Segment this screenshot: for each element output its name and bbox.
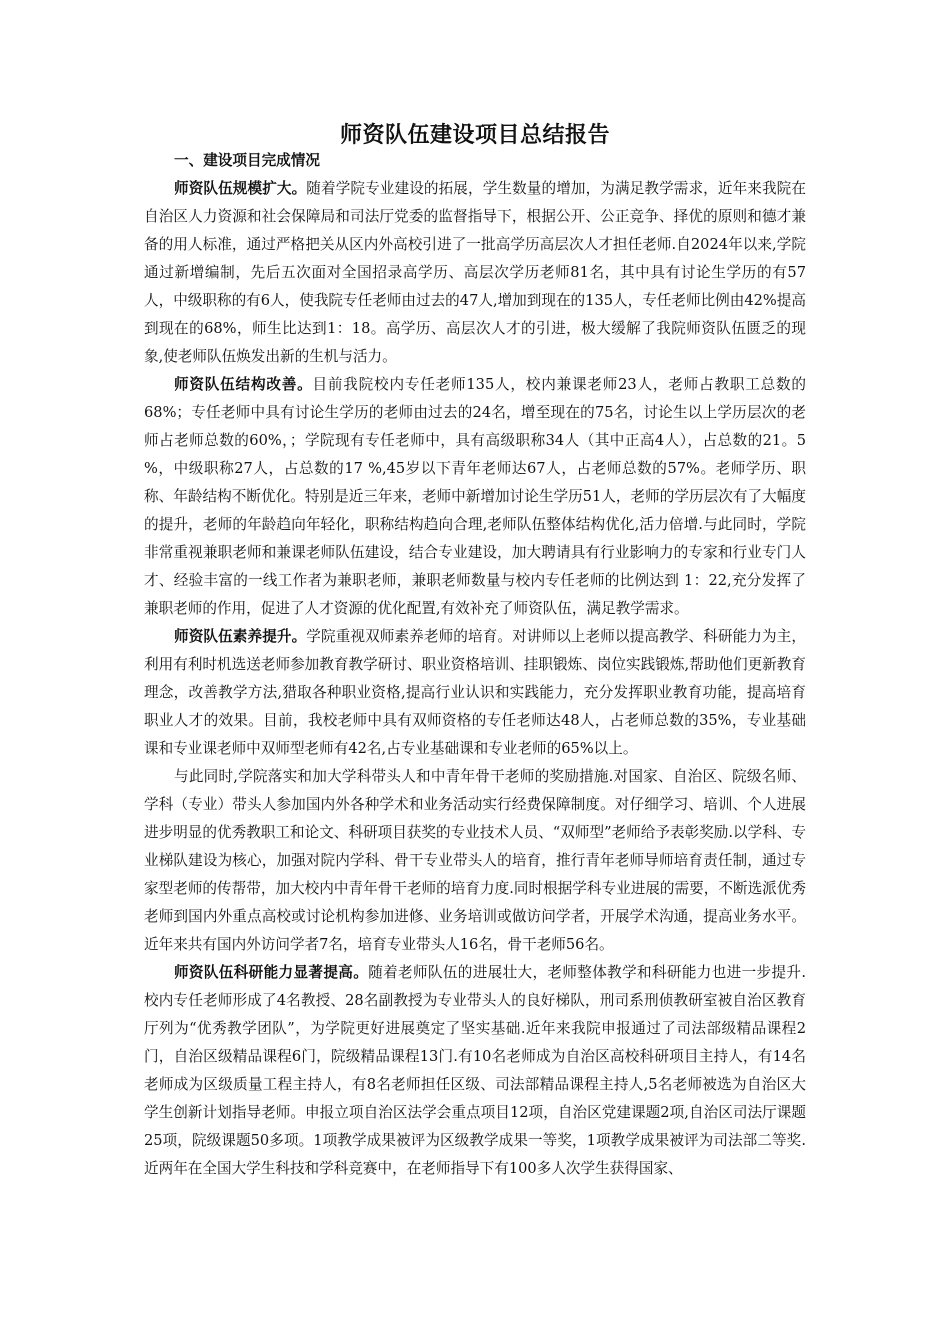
paragraph-structure-improvement bbox=[144, 371, 806, 623]
document-body bbox=[144, 147, 806, 1183]
paragraph-research-capability bbox=[144, 959, 806, 1183]
paragraph-lead: 师资队伍规模扩大。 bbox=[174, 180, 307, 197]
document-title: 师资队伍建设项目总结报告 bbox=[339, 123, 610, 148]
paragraph-lead: 师资队伍科研能力显著提高。 bbox=[174, 964, 369, 981]
paragraph-text: 目前我院校内专任老师135人，校内兼课老师23人，老师占教职工总数的68%；专任老师中具有讨论生学历的老师由过去的24名，增至现在的75名，讨论生以上学历层次的老师占老师总数的60%，；学院现有专任老师中，具有高级职称34人（其中正高4人），占总数的21。5 %，中级职称27人，占总数的17 %,45岁以下青年老师达67人，占老师总数的57%。老师学历、职称、年龄结构不断优化。特别是近三年来，老师中新增加讨论生学历51人，老师的学历层次有了大幅度的提升，老师的年龄趋向年轻化，职称结构趋向合理,老师队伍整体结构优化,活力倍增.与此同时，学院非常重视兼职老师和兼课老师队伍建设，结合专业建设，加大聘请具有行业影响力的专家和行业专门人才、经验丰富的一线工作者为兼职老师，兼职老师数量与校内专任老师的比例达到 1：22,充分发挥了兼职老师的作用，促进了人才资源的优化配置,有效补充了师资队伍，满足教学需求。 bbox=[144, 376, 806, 617]
paragraph-quality-improvement bbox=[144, 623, 806, 763]
paragraph-lead: 师资队伍素养提升。 bbox=[174, 628, 307, 645]
paragraph-lead: 师资队伍结构改善。 bbox=[174, 376, 313, 393]
paragraph-incentives bbox=[144, 763, 806, 959]
paragraph-text: 学院重视双师素养老师的培育。对讲师以上老师以提高教学、科研能力为主，利用有利时机选送老师参加教育教学研讨、职业资格培训、挂职锻炼、岗位实践锻炼,帮助他们更新教育理念，改善教学方法,猎取各种职业资格,提高行业认识和实践能力，充分发挥职业教育功能，提高培育职业人才的效果。目前，我校老师中具有双师资格的专任老师达48人，占老师总数的35%，专业基础课和专业课老师中双师型老师有42名,占专业基础课和专业老师的65%以上。 bbox=[144, 628, 806, 757]
section-heading: 一、建设项目完成情况 bbox=[174, 152, 320, 169]
paragraph-text: 与此同时,学院落实和加大学科带头人和中青年骨干老师的奖励措施.对国家、自治区、院级名师、学科（专业）带头人参加国内外各种学术和业务活动实行经费保障制度。对仔细学习、培训、个人进展进步明显的优秀教职工和论文、科研项目获奖的专业技术人员、“双师型”老师给予表彰奖励.以学科、专业梯队建设为核心，加强对院内学科、骨干专业带头人的培育，推行青年老师导师培育责任制，通过专家型老师的传帮带，加大校内中青年骨干老师的培育力度.同时根据学科专业进展的需要，不断选派优秀老师到国内外重点高校或讨论机构参加进修、业务培训或做访问学者，开展学术沟通，提高业务水平。近年来共有国内外访问学者7名，培育专业带头人16名，骨干老师56名。 bbox=[144, 768, 806, 953]
paragraph-text: 随着学院专业建设的拓展，学生数量的增加，为满足教学需求，近年来我院在自治区人力资源和社会保障局和司法厅党委的监督指导下，根据公开、公正竞争、择优的原则和德才兼备的用人标准，通过严格把关从区内外高校引进了一批高学历高层次人才担任老师.自2024年以来,学院通过新增编制，先后五次面对全国招录高学历、高层次学历老师81名，其中具有讨论生学历的有57人，中级职称的有6人，使我院专任老师由过去的47人,增加到现在的135人，专任老师比例由42%提高到现在的68%，师生比达到1：18。高学历、高层次人才的引进，极大缓解了我院师资队伍匮乏的现象,使老师队伍焕发出新的生机与活力。 bbox=[144, 180, 806, 365]
paragraph-scale-expansion bbox=[144, 175, 806, 371]
paragraph-text: 随着老师队伍的进展壮大，老师整体教学和科研能力也进一步提升.校内专任老师形成了4名教授、28名副教授为专业带头人的良好梯队，刑司系刑侦教研室被自治区教育厅列为“优秀教学团队”，为学院更好进展奠定了坚实基础.近年来我院申报通过了司法部级精品课程2门，自治区级精品课程6门，院级精品课程13门.有10名老师成为自治区高校科研项目主持人，有14名老师成为区级质量工程主持人，有8名老师担任区级、司法部精品课程主持人,5名老师被选为自治区大学生创新计划指导老师。申报立项自治区法学会重点项目12项，自治区党建课题2项,自治区司法厅课题25项，院级课题50多项。1项教学成果被评为区级教学成果一等奖，1项教学成果被评为司法部二等奖.近两年在全国大学生科技和学科竞赛中，在老师指导下有100多人次学生获得国家、 bbox=[144, 964, 806, 1177]
